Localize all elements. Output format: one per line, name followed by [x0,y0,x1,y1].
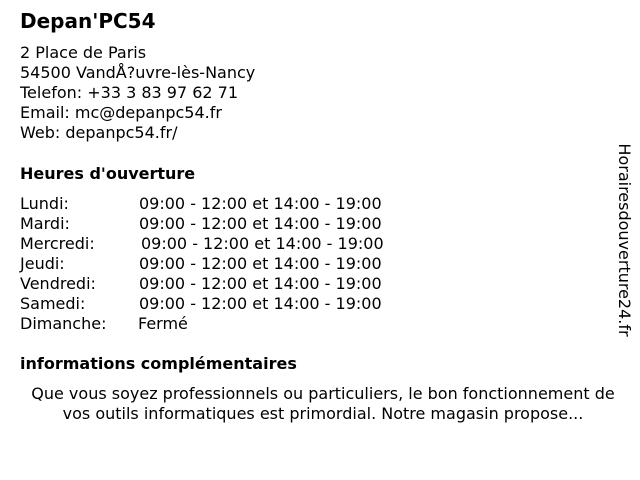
day-label: Samedi: [20,294,86,313]
day-label: Jeudi: [20,254,65,273]
contact-block [20,43,255,143]
time-range: 09:00 - 12:00 et 14:00 - 19:00 [139,194,382,213]
business-name: Depan'PC54 [20,9,156,33]
day-label: Mercredi: [20,234,95,253]
time-range: Fermé [138,314,188,333]
address-city: 54500 VandÅ?uvre-lès-Nancy [20,63,256,82]
time-range: 09:00 - 12:00 et 14:00 - 19:00 [141,234,384,253]
address-street: 2 Place de Paris [20,43,147,62]
time-range: 09:00 - 12:00 et 14:00 - 19:00 [139,274,382,293]
email-line: Email: mc@depanpc54.fr [20,103,222,122]
website-line: Web: depanpc54.fr/ [20,123,178,142]
time-range: 09:00 - 12:00 et 14:00 - 19:00 [139,294,382,313]
site-watermark: Horairesdouverture24.fr [615,143,634,337]
info-text: Que vous soyez professionnels ou particuliers, le bon fonctionnement de vos outils informatiques est primordial. Notre magasin propose... [31,384,615,423]
day-label: Lundi: [20,194,69,213]
day-label: Vendredi: [20,274,96,293]
time-range: 09:00 - 12:00 et 14:00 - 19:00 [139,214,382,233]
day-label: Mardi: [20,214,70,233]
day-label: Dimanche: [20,314,107,333]
phone-line: Telefon: +33 3 83 97 62 71 [20,83,239,102]
time-range: 09:00 - 12:00 et 14:00 - 19:00 [139,254,382,273]
info-heading: informations complémentaires [20,354,297,373]
hours-heading: Heures d'ouverture [20,164,196,183]
